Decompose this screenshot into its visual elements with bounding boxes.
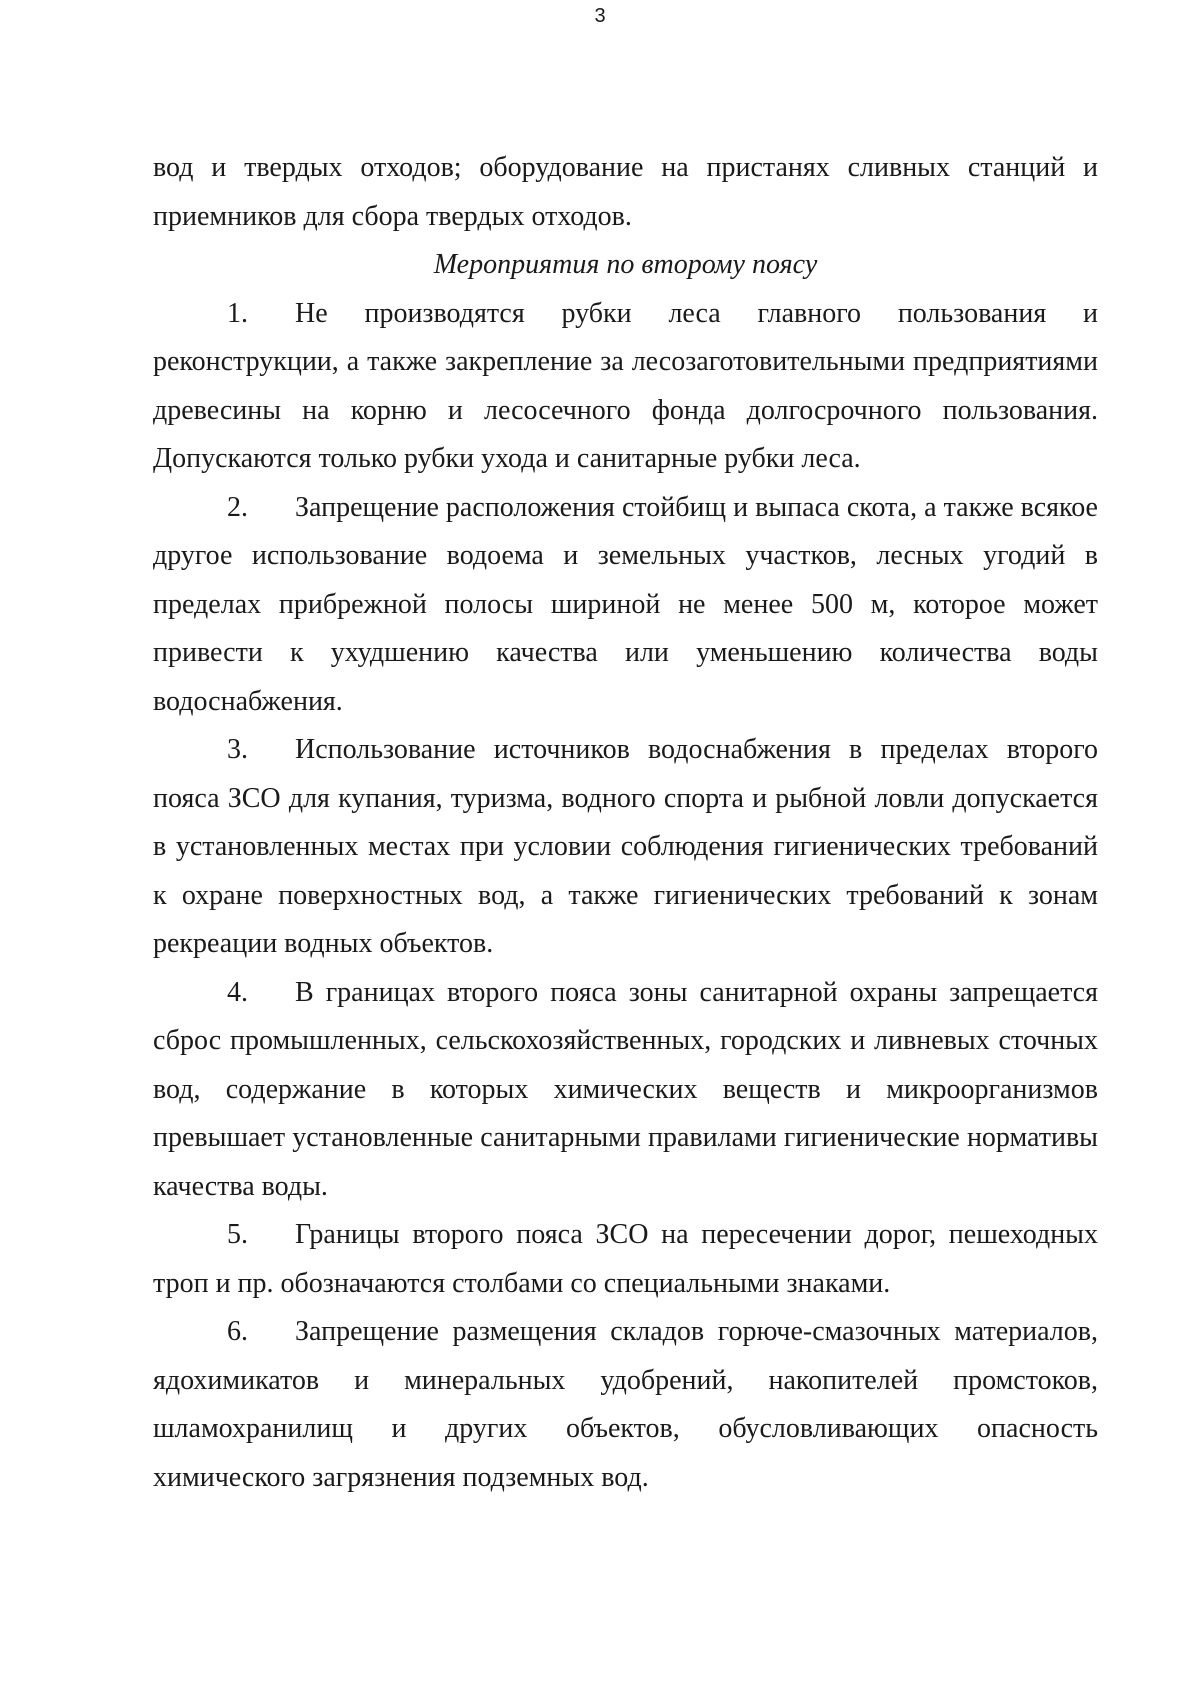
list-item xyxy=(153,290,1098,484)
item-number: 2. xyxy=(227,491,248,523)
list-item xyxy=(153,726,1098,969)
intro-paragraph: вод и твердых отходов; оборудование на пристанях сливных станций и приемников для сбора твердых отходов. xyxy=(153,152,1098,232)
item-text: Использование источников водоснабжения в пределах второго пояса ЗСО для купания, туризма, водного спорта и рыбной ловли допускается в установленных местах при условии соблюдения гигиенических требований к охране поверхностных вод, а также гигиенических требований к зонам рекреации водных объектов. xyxy=(153,734,1098,959)
section-title: Мероприятия по второму поясу xyxy=(433,249,818,280)
item-number: 1. xyxy=(227,297,248,329)
list-item xyxy=(153,1308,1098,1502)
page-number: 3 xyxy=(594,5,606,27)
item-number: 3. xyxy=(227,734,248,765)
item-text: В границах второго пояса зоны санитарной охраны запрещается сброс промышленных, сельскохозяйственных, городских и ливневых сточных вод, содержание в которых химических веществ и микроорганизмов превышает установленные санитарными правилами гигиенические нормативы качества воды. xyxy=(153,976,1098,1202)
item-number: 5. xyxy=(227,1219,248,1250)
document-body xyxy=(153,144,1098,1502)
item-text: Запрещение размещения складов горюче-смазочных материалов, ядохимикатов и минеральных удобрений, накопителей промстоков, шламохранилищ и других объектов, обусловливающих опасность химического загрязнения подземных вод. xyxy=(153,1316,1098,1493)
item-text: Запрещение расположения стойбищ и выпаса скота, а также всякое другое использование водоема и земельных участков, лесных угодий в пределах прибрежной полосы шириной не менее 500 м, которое может привести к ухудшению качества или уменьшению количества воды водоснабжения. xyxy=(153,491,1098,717)
item-text: Границы второго пояса ЗСО на пересечении дорог, пешеходных троп и пр. обозначаются столбами со специальными знаками. xyxy=(153,1219,1098,1299)
item-number: 6. xyxy=(227,1316,248,1347)
list-item xyxy=(153,969,1098,1212)
list-item xyxy=(153,1211,1098,1308)
item-text: Не производятся рубки леса главного пользования и реконструкции, а также закрепление за лесозаготовительными предприятиями древесины на корню и лесосечного фонда долгосрочного пользования. Допускаются только рубки ухода и санитарные рубки леса. xyxy=(153,297,1098,474)
item-number: 4. xyxy=(227,976,248,1008)
list-item xyxy=(153,484,1098,727)
